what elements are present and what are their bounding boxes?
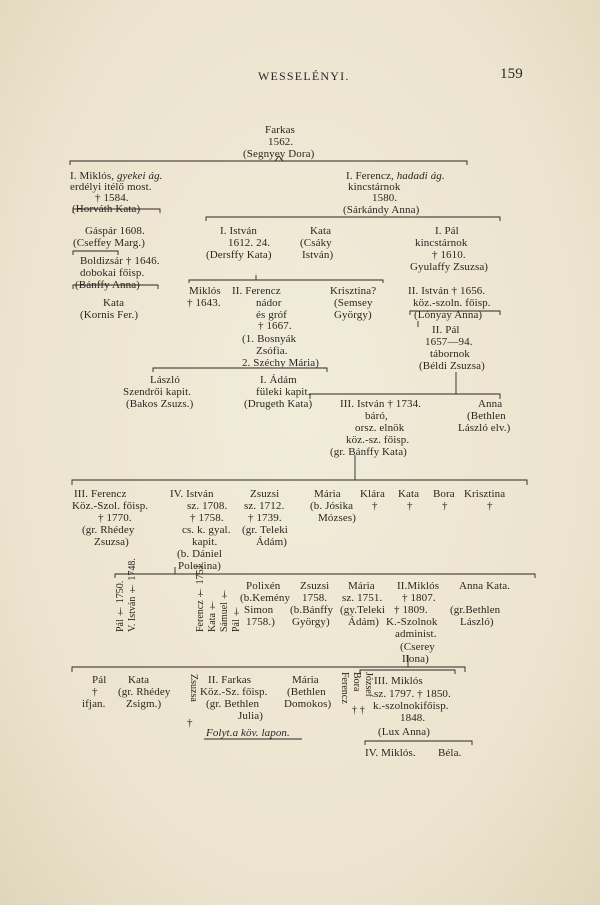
pal-1-title: kincstárnok: [415, 237, 468, 249]
zsuzsi-2: Zsuzsi: [300, 580, 330, 592]
laszlo: László: [150, 374, 180, 386]
miklos-2-spouse-a: (Cserey: [400, 641, 435, 653]
gen6-vertical-3: Kata †: [207, 599, 218, 632]
miklos-3: III. Miklós: [374, 675, 423, 687]
farkas-2-spouse-b: Julia): [238, 710, 264, 722]
miklos-3-spouse: (Lux Anna): [378, 726, 431, 738]
anna: Anna: [478, 398, 503, 410]
krisztina-2: Krisztina: [464, 488, 506, 500]
kata-3: Kata: [398, 488, 420, 500]
kata-2-spouse-a: (Csáky: [300, 237, 332, 249]
istvan-3-title: báró,: [365, 410, 388, 422]
adam-1-spouse: (Drugeth Kata): [244, 398, 313, 410]
ferenc-2: II. Ferencz: [232, 285, 281, 297]
maria-spouse-b: Mózses): [318, 512, 356, 524]
ferenc-2-spouse-2: 2. Széchy Mária): [242, 357, 320, 369]
miklos-gen3: Miklós: [189, 285, 221, 297]
zsuzsi-2-spouse-b: György): [292, 616, 330, 628]
krisztina-2-death: †: [487, 500, 493, 512]
miklos-3-dates: sz. 1797. † 1850.: [374, 688, 451, 700]
krisztina: Krisztina?: [330, 285, 377, 297]
polixen: Polixén: [246, 580, 281, 592]
krisztina-spouse-a: (Semsey: [334, 297, 373, 309]
ferenc-3-spouse-a: (gr. Rhédey: [82, 524, 135, 536]
maria-2-spouse-b: Ádám): [348, 616, 380, 628]
krisztina-spouse-b: György): [334, 309, 372, 321]
ferencz-vertical: Ferencz: [339, 672, 350, 704]
ferenc-1-date: 1580.: [372, 192, 398, 204]
ferenc-2-spouse-1b: Zsófia.: [256, 345, 288, 357]
miklos-3-office: k.-szolnokifőisp.: [373, 700, 449, 712]
kata-2-spouse-b: István): [302, 249, 334, 261]
zsuzsi: Zsuzsi: [250, 488, 280, 500]
istvan-4-born: sz. 1708.: [187, 500, 228, 512]
gen6-vertical-0: Pál † 1750.: [115, 580, 126, 632]
istvan-3-spouse: (gr. Bánffy Kata): [330, 446, 407, 458]
laszlo-title: Szendrői kapit.: [123, 386, 192, 398]
gen6-vertical-4: Sámuel †: [219, 588, 230, 632]
anna-spouse-a: (Bethlen: [467, 410, 506, 422]
klara: Klára: [360, 488, 385, 500]
farkas-2-title: Köz.-Sz. főisp.: [200, 686, 268, 698]
pal-3: Pál: [92, 674, 107, 686]
boldizsar-title: dobokai főisp.: [80, 267, 145, 279]
anna-kata-spouse-a: (gr.Bethlen: [450, 604, 501, 616]
istvan-4-death: † 1758.: [190, 512, 224, 524]
ferenc-2-rank: és gróf: [256, 309, 287, 321]
kata-4: Kata: [128, 674, 150, 686]
pal-2-title: tábornok: [430, 348, 470, 360]
adam-1: I. Ádám: [260, 374, 297, 386]
istvan-4-spouse-a: (b. Dániel: [177, 548, 222, 560]
klara-death: †: [372, 500, 378, 512]
ferenc-2-death: † 1667.: [258, 320, 292, 332]
miklos-1: I. Miklós, gyekei ág.: [70, 170, 163, 182]
pal-3-note: ifjan.: [82, 698, 106, 710]
bela: Béla.: [438, 747, 462, 759]
maria: Mária: [314, 488, 341, 500]
jozsef-vertical: József: [363, 672, 374, 697]
zsuzsi-2-spouse-a: (b.Bánffy: [290, 604, 334, 616]
polixen-spouse-b: Simon: [244, 604, 274, 616]
adam-1-title: füleki kapit.: [256, 386, 311, 398]
pal-2: II. Pál: [432, 324, 460, 336]
continued-note: Folyt.a köv. lapon.: [206, 727, 290, 739]
kata-4-spouse-b: Zsigm.): [126, 698, 162, 710]
miklos-2-office: K.-Szolnok: [386, 616, 438, 628]
root-name: Farkas: [265, 124, 295, 136]
anna-kata-spouse-b: László): [460, 616, 494, 628]
maria-spouse-a: (b. Jósika: [310, 500, 354, 512]
ferenc-1: I. Ferencz, hadadi ág.: [346, 170, 445, 182]
miklos-gen3-death: † 1643.: [187, 297, 221, 309]
istvan-4-spouse-b: Polexina): [178, 560, 222, 572]
pal-3-death: †: [92, 686, 98, 698]
bora-jozsef-death: † †: [352, 705, 365, 716]
ferenc-3: III. Ferencz: [74, 488, 127, 500]
miklos-2-date: † 1809.: [394, 604, 428, 616]
laszlo-spouse: (Bakos Zsuzs.): [126, 398, 194, 410]
istvan-1: I. István: [220, 225, 257, 237]
farkas-2: II. Farkas: [208, 674, 252, 686]
miklos-2-death: † 1807.: [402, 592, 436, 604]
gaspar-spouse: (Cseffey Marg.): [73, 237, 145, 249]
farkas-2-spouse-a: (gr. Bethlen: [206, 698, 260, 710]
ferenc-1-title: kincstárnok: [348, 181, 401, 193]
page-number: 159: [500, 66, 523, 82]
polixen-spouse-c: 1758.): [246, 616, 276, 628]
zsuzsi-born: sz. 1712.: [244, 500, 285, 512]
kata-spouse: (Kornis Fer.): [80, 309, 139, 321]
miklos-3-year: 1848.: [400, 712, 426, 724]
zsuzsi-2-date: 1758.: [302, 592, 328, 604]
istvan-2-title: köz.-szoln. főisp.: [413, 297, 491, 309]
bora: Bora: [433, 488, 455, 500]
maria-3-spouse-b: Domokos): [284, 698, 332, 710]
ferenc-3-spouse-b: Zsuzsa): [94, 536, 129, 548]
ferenc-2-title: nádor: [256, 297, 282, 309]
ferenc-3-title: Köz.-Szol. főisp.: [72, 500, 149, 512]
istvan-1-date: 1612. 24.: [228, 237, 271, 249]
gen6-vertical-1: V. István † 1748.: [127, 558, 138, 632]
gaspar: Gáspár 1608.: [85, 225, 145, 237]
gen6-vertical-5: Pál †: [231, 605, 242, 632]
pal-1-spouse: Gyulaffy Zsuzsa): [410, 261, 489, 273]
polixen-spouse-a: (b.Kemény: [240, 592, 291, 604]
miklos-2-spouse-b: Ilona): [402, 653, 429, 665]
maria-2: Mária: [348, 580, 375, 592]
istvan-3-office: orsz. elnök: [355, 422, 405, 434]
istvan-4-rank-2: kapit.: [192, 536, 218, 548]
miklos-1-title: erdélyi itélő most.: [70, 181, 152, 193]
gen6-vertical-2: Ferencz † 1751.: [195, 561, 206, 632]
bora-vertical: Bora: [351, 672, 362, 692]
istvan-2: II. István † 1656.: [408, 285, 486, 297]
running-title: WESSELÉNYI.: [258, 69, 350, 83]
istvan-3-office-2: köz.-sz. főisp.: [346, 434, 410, 446]
miklos-2-office-2: administ.: [395, 628, 437, 640]
kata: Kata: [103, 297, 125, 309]
zsuzsi-spouse-b: Ádám): [256, 536, 288, 548]
boldizsar: Boldizsár † 1646.: [80, 255, 160, 267]
anna-kata: Anna Kata.: [459, 580, 511, 592]
anna-spouse-b: László elv.): [458, 422, 511, 434]
istvan-2-spouse: (Lónyay Anna): [414, 309, 483, 321]
miklos-1-spouse: (Horváth Kata): [72, 203, 141, 215]
root-spouse: (Segnyey Dora): [243, 148, 315, 160]
boldizsar-spouse: (Bánffy Anna): [75, 279, 140, 291]
maria-3-spouse-a: (Bethlen: [287, 686, 326, 698]
zsuzsi-spouse-a: (gr. Teleki: [242, 524, 288, 536]
zsuzsa-vertical: Zsuzsa: [188, 674, 199, 702]
ferenc-3-death: † 1770.: [98, 512, 132, 524]
istvan-4-rank: cs. k. gyal.: [182, 524, 231, 536]
zsuzsi-death: † 1739.: [248, 512, 282, 524]
bora-death: †: [442, 500, 448, 512]
maria-2-spouse-a: (gy.Teleki: [340, 604, 386, 616]
kata-2: Kata: [310, 225, 332, 237]
maria-3: Mária: [292, 674, 319, 686]
miklos-4: IV. Miklós.: [365, 747, 416, 759]
istvan-4: IV. István: [170, 488, 214, 500]
miklos-1-death: † 1584.: [95, 192, 129, 204]
root-date: 1562.: [268, 136, 294, 148]
istvan-1-spouse: (Dersffy Kata): [206, 249, 272, 261]
ferenc-2-spouse-1a: (1. Bosnyák: [242, 333, 297, 345]
istvan-3: III. István † 1734.: [340, 398, 422, 410]
miklos-2: II.Miklós: [397, 580, 440, 592]
pal-1-death: † 1610.: [432, 249, 466, 261]
pal-2-spouse: (Béldi Zsuzsa): [419, 360, 485, 372]
kata-4-spouse-a: (gr. Rhédey: [118, 686, 171, 698]
kata-3-death: †: [407, 500, 413, 512]
zsuzsa-death: †: [187, 717, 193, 729]
ferenc-1-spouse: (Sárkándy Anna): [343, 204, 420, 216]
pal-2-date: 1657—94.: [425, 336, 473, 348]
maria-2-born: sz. 1751.: [342, 592, 383, 604]
pal-1: I. Pál: [435, 225, 459, 237]
